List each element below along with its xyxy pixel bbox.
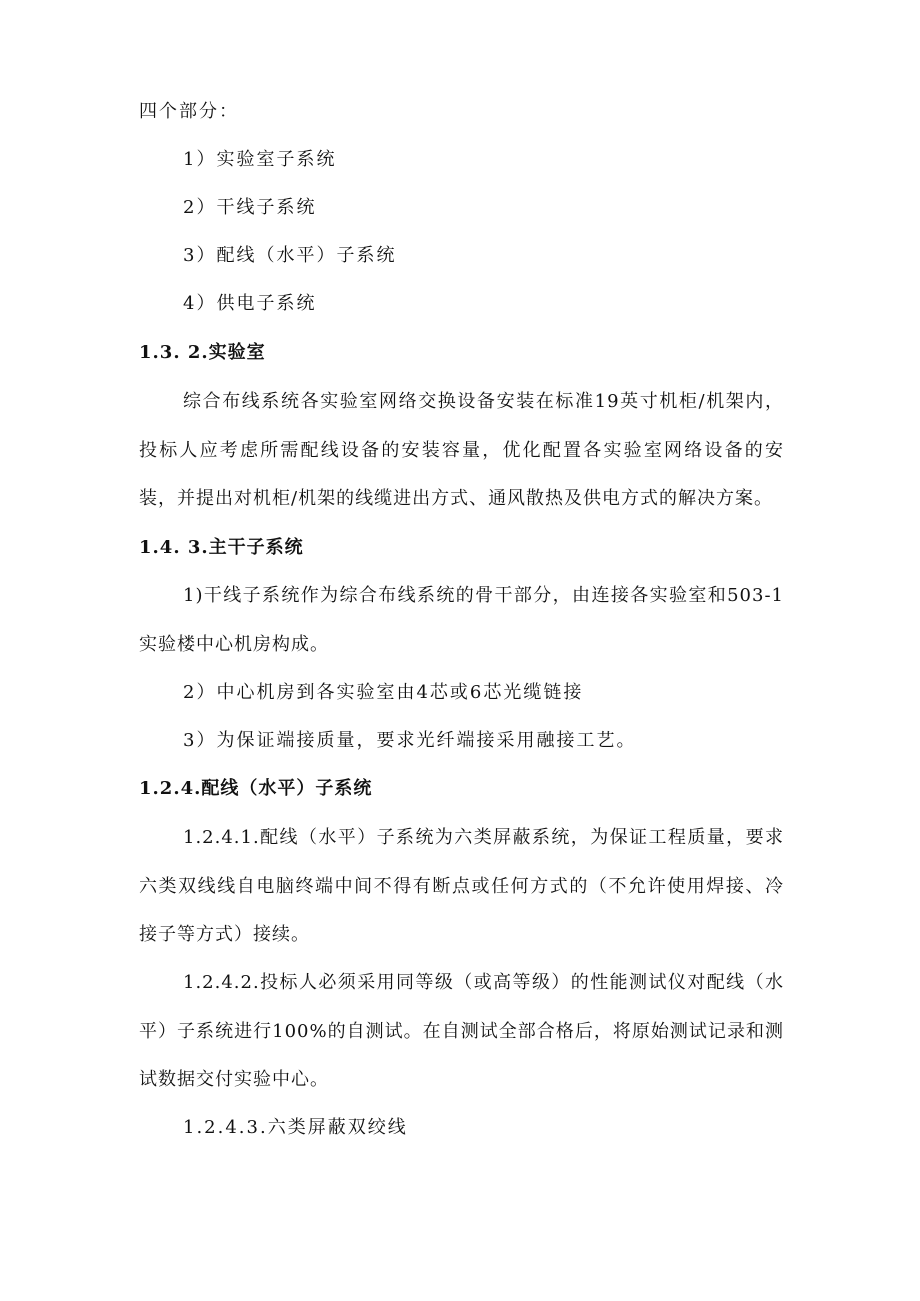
section-heading-trunk: 1.4. 3.主干子系统 <box>139 537 304 558</box>
intro-text: 四个部分： <box>139 101 239 122</box>
horizontal-paragraph-3: 1.2.4.3.六类屏蔽双绞线 <box>183 1117 408 1138</box>
list-item: 1）实验室子系统 <box>183 149 337 170</box>
list-item: 4）供电子系统 <box>183 293 317 314</box>
trunk-paragraph-1: 1)干线子系统作为综合布线系统的骨干部分，由连接各实验室和503-1实验楼中心机房构成。 <box>139 585 784 655</box>
horizontal-paragraph-2: 1.2.4.2.投标人必须采用同等级（或高等级）的性能测试仪对配线（水平）子系统进行100%的自测试。在自测试全部合格后，将原始测试记录和测试数据交付实验中心。 <box>139 972 784 1090</box>
list-item: 3）配线（水平）子系统 <box>183 245 397 266</box>
section-heading-horizontal: 1.2.4.配线（水平）子系统 <box>139 778 373 799</box>
lab-paragraph: 综合布线系统各实验室网络交换设备安装在标准19英寸机柜/机架内，投标人应考虑所需配线设备的安装容量，优化配置各实验室网络设备的安装，并提出对机柜/机架的线缆进出方式、通风散热及供电方式的解决方案。 <box>139 391 784 509</box>
section-heading-lab: 1.3. 2.实验室 <box>139 342 266 363</box>
trunk-paragraph-2: 2）中心机房到各实验室由4芯或6芯光缆链接 <box>183 682 584 703</box>
trunk-paragraph-3: 3）为保证端接质量，要求光纤端接采用融接工艺。 <box>183 730 637 751</box>
horizontal-paragraph-1: 1.2.4.1.配线（水平）子系统为六类屏蔽系统，为保证工程质量，要求六类双线线自电脑终端中间不得有断点或任何方式的（不允许使用焊接、冷接子等方式）接续。 <box>139 827 784 945</box>
list-item: 2）干线子系统 <box>183 197 317 218</box>
